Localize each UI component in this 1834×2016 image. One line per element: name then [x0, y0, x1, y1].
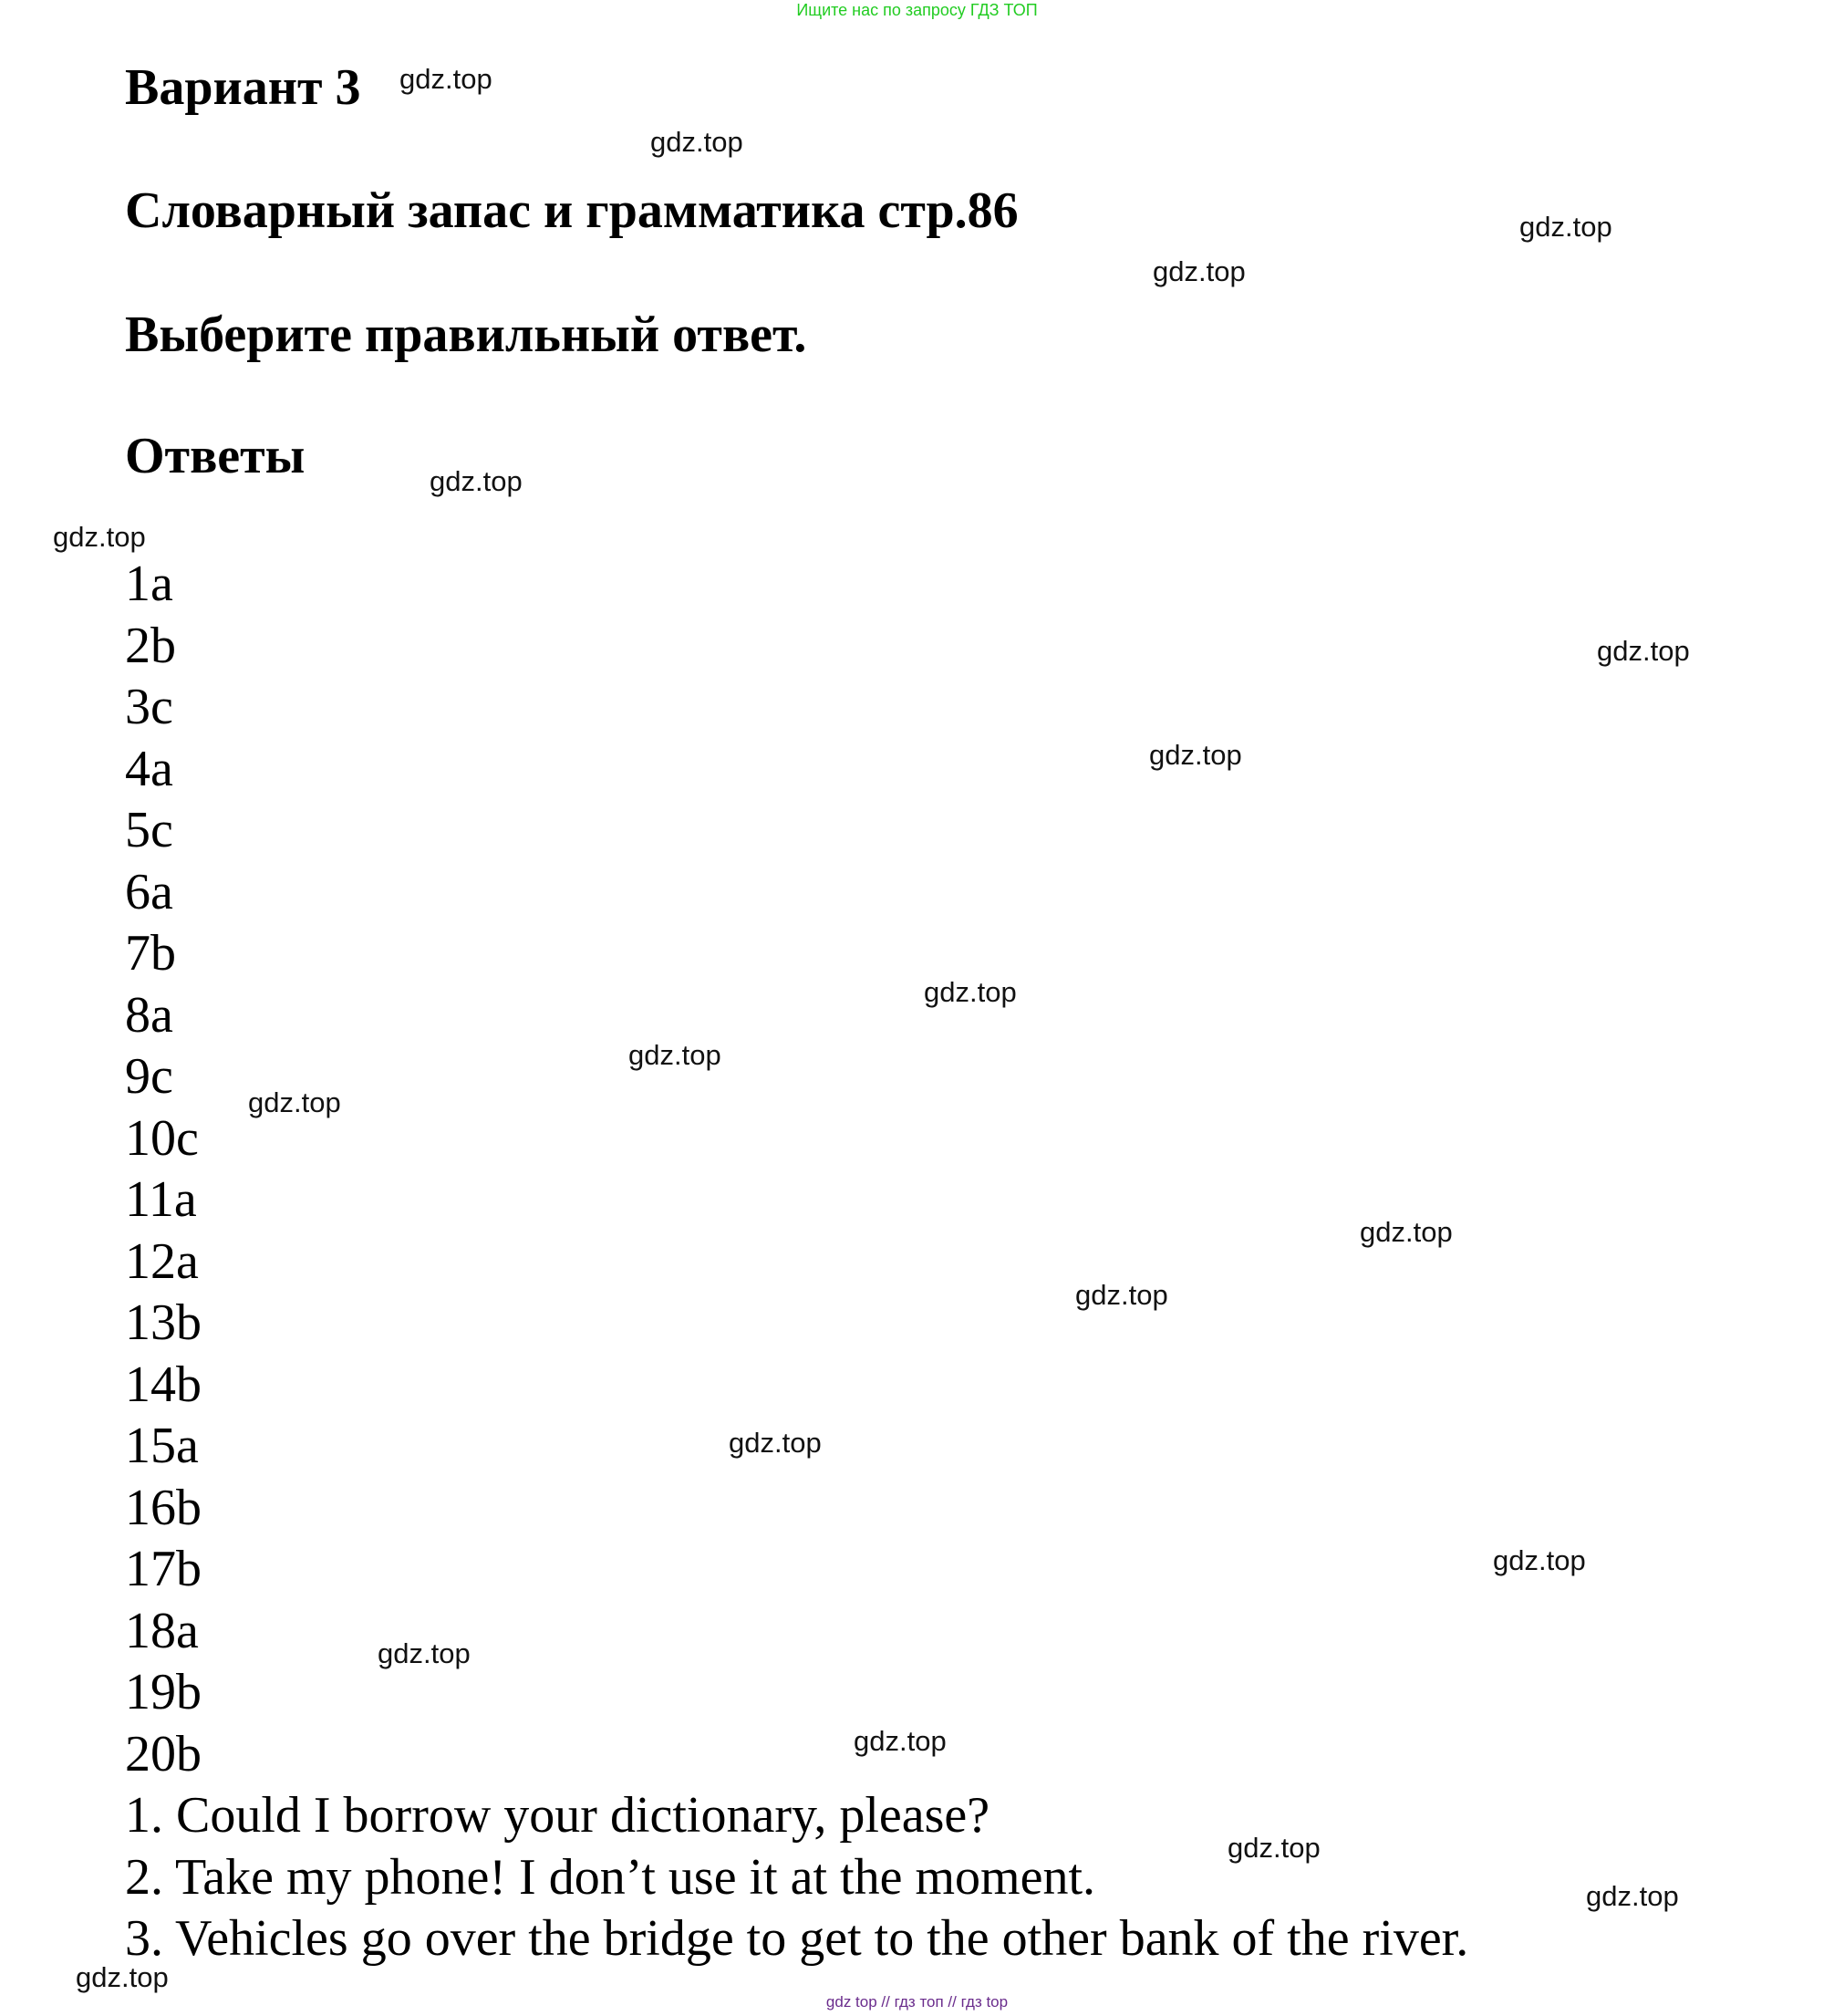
- answer-item: 15a: [125, 1418, 199, 1474]
- watermark: gdz.top: [1586, 1880, 1679, 1912]
- answer-item: 17b: [125, 1541, 202, 1597]
- watermark: gdz.top: [1519, 211, 1612, 243]
- watermark: gdz.top: [729, 1427, 822, 1459]
- answer-item: 11a: [125, 1171, 197, 1228]
- answer-item: 2b: [125, 617, 176, 674]
- answer-item: 5c: [125, 802, 173, 858]
- answer-item: 8a: [125, 986, 173, 1044]
- watermark: gdz.top: [924, 976, 1017, 1008]
- watermark: gdz.top: [628, 1039, 721, 1071]
- watermark: gdz.top: [248, 1086, 341, 1118]
- answer-item: 7b: [125, 925, 176, 982]
- answer-item: 6a: [125, 863, 173, 920]
- answer-item: 4a: [125, 740, 173, 797]
- answer-item: 1a: [125, 556, 173, 612]
- answer-item: 20b: [125, 1725, 202, 1782]
- watermark: gdz.top: [1149, 739, 1242, 771]
- top-banner: Ищите нас по запросу ГДЗ ТОП: [796, 1, 1038, 19]
- instruction: Выберите правильный ответ.: [125, 307, 807, 363]
- footer-links: gdz top // гдз топ // гдз top: [825, 1993, 1009, 2011]
- answers-heading: Ответы: [125, 428, 306, 484]
- answer-item: 12a: [125, 1232, 199, 1290]
- sentence-item: 3. Vehicles go over the bridge to get to the other bank of the river.: [125, 1910, 1469, 1967]
- answer-item: 10c: [125, 1109, 199, 1167]
- answers-list: [125, 554, 202, 1785]
- answer-item: 3c: [125, 679, 173, 735]
- watermark: gdz.top: [378, 1637, 471, 1669]
- sentence-item: 1. Could I borrow your dictionary, please?: [125, 1787, 990, 1844]
- sentences-list: [125, 1785, 1468, 1970]
- watermark: gdz.top: [1360, 1216, 1453, 1248]
- section-title: Словарный запас и грамматика стр.86: [125, 182, 1019, 239]
- sentence-item: 2. Take my phone! I don’t use it at the moment.: [125, 1848, 1096, 1906]
- answer-item: 9c: [125, 1048, 173, 1105]
- answer-item: 16b: [125, 1479, 202, 1536]
- watermark: gdz.top: [399, 63, 492, 95]
- watermark: gdz.top: [1153, 255, 1246, 287]
- answer-item: 19b: [125, 1664, 202, 1720]
- watermark: gdz.top: [1597, 635, 1690, 667]
- watermark: gdz.top: [650, 126, 743, 158]
- watermark: gdz.top: [1075, 1279, 1168, 1311]
- watermark: gdz.top: [1228, 1832, 1321, 1864]
- watermark: gdz.top: [76, 1961, 169, 1993]
- answer-item: 14b: [125, 1356, 202, 1413]
- watermark: gdz.top: [430, 465, 523, 497]
- answer-item: 13b: [125, 1294, 202, 1351]
- answer-item: 18a: [125, 1602, 199, 1659]
- watermark: gdz.top: [854, 1725, 947, 1757]
- variant-title: Вариант 3: [125, 59, 361, 116]
- watermark: gdz.top: [1493, 1544, 1586, 1576]
- watermark: gdz.top: [53, 521, 146, 553]
